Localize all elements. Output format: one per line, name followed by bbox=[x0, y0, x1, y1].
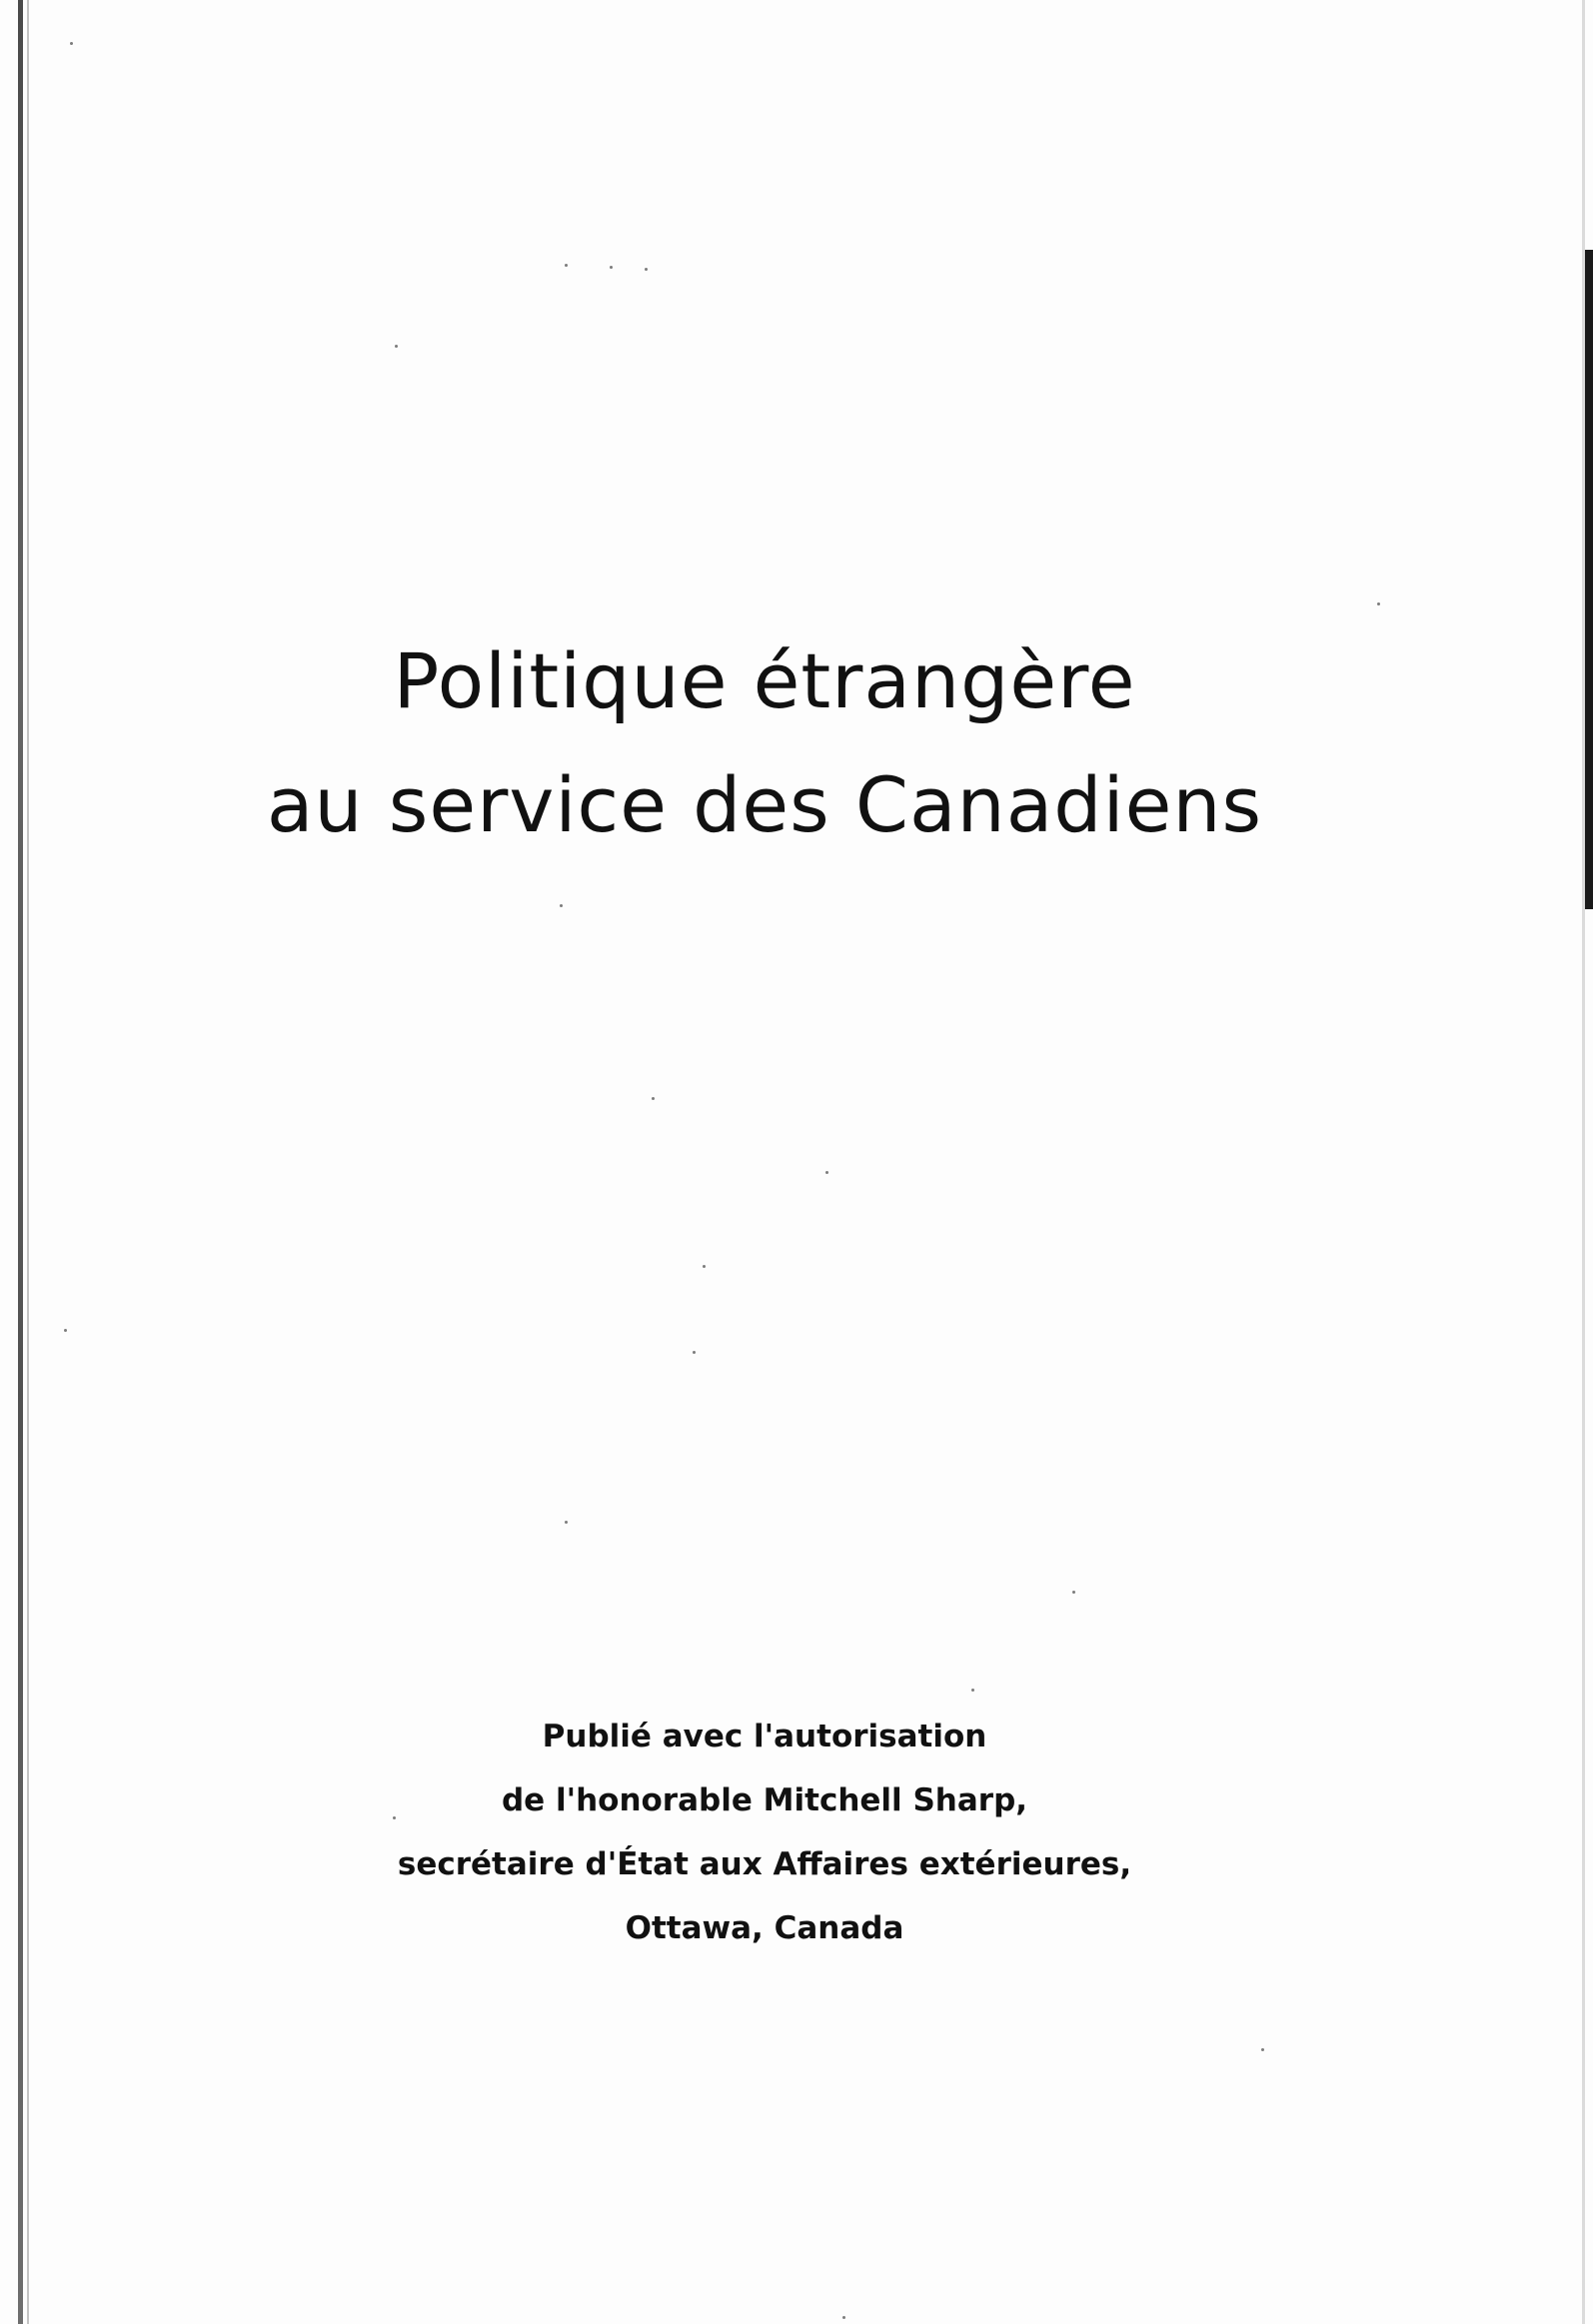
scan-speck bbox=[1377, 602, 1380, 605]
title-line-2: au service des Canadiens bbox=[266, 760, 1263, 849]
scan-speck bbox=[971, 1689, 974, 1692]
scan-speck bbox=[1072, 1591, 1075, 1594]
document-title bbox=[0, 619, 1529, 867]
scan-speck bbox=[693, 1351, 696, 1354]
imprint-line-1: Publié avec l'autorisation bbox=[542, 1719, 987, 1754]
scan-speck bbox=[395, 345, 398, 348]
scan-speck bbox=[842, 2316, 845, 2319]
scan-speck bbox=[645, 268, 648, 271]
scan-speck bbox=[565, 1521, 568, 1524]
scan-speck bbox=[825, 1171, 828, 1174]
scan-speck bbox=[703, 1265, 706, 1268]
scan-speck bbox=[70, 42, 73, 45]
scan-speck bbox=[610, 266, 613, 269]
imprint-line-2: de l'honorable Mitchell Sharp, bbox=[501, 1782, 1028, 1818]
scan-speck bbox=[565, 264, 568, 267]
title-line-1: Politique étrangère bbox=[393, 636, 1136, 725]
scan-speck bbox=[1261, 2048, 1264, 2051]
binding-edge-left bbox=[18, 0, 23, 2324]
publication-imprint bbox=[0, 1705, 1529, 1960]
scan-speck bbox=[652, 1097, 655, 1100]
scan-speck bbox=[560, 904, 563, 907]
binding-edge-left-shadow bbox=[27, 0, 29, 2324]
imprint-line-3: secrétaire d'État aux Affaires extérieures, bbox=[397, 1846, 1132, 1882]
scan-speck bbox=[64, 1329, 67, 1332]
imprint-line-4: Ottawa, Canada bbox=[625, 1910, 904, 1946]
scan-strip-right bbox=[1585, 250, 1593, 909]
